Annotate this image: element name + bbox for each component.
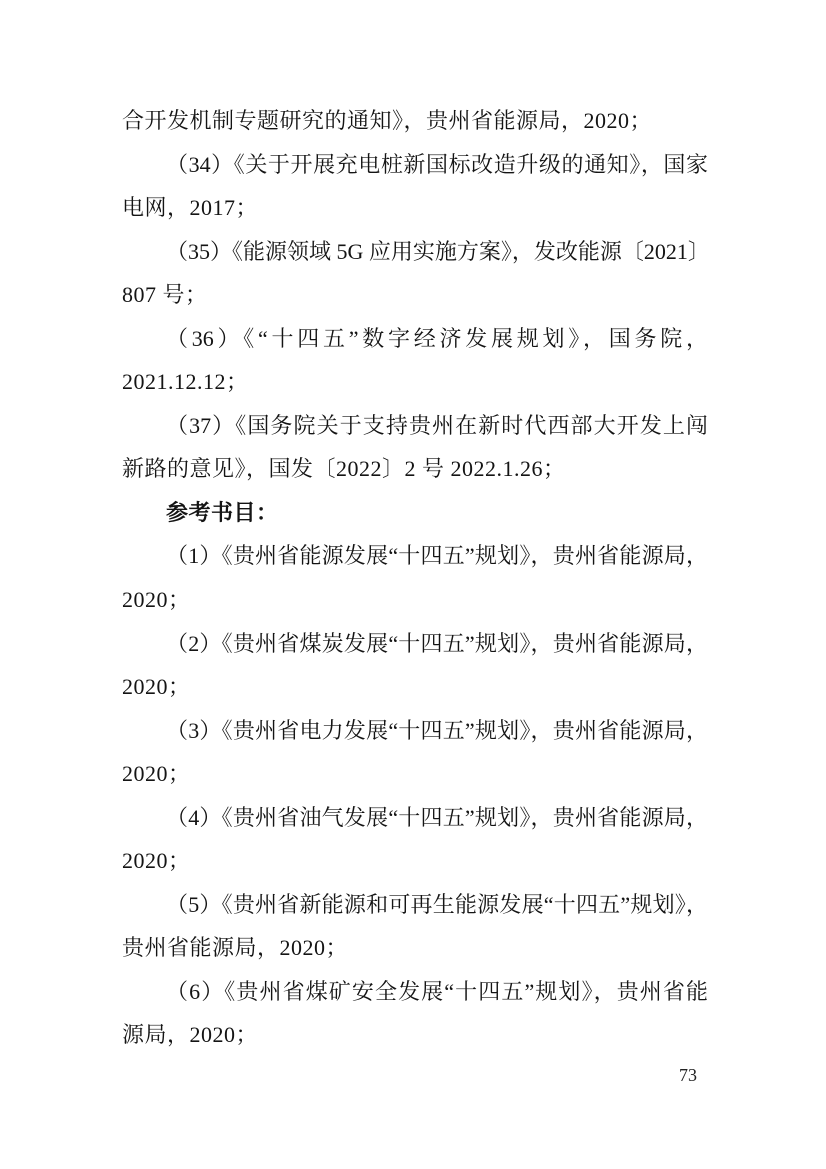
text-line-book6: （6）《贵州省煤矿安全发展“十四五”规划》，贵州省能	[166, 978, 708, 1004]
text-line-ref35: （35）《能源领域 5G 应用实施方案》，发改能源〔2021〕	[166, 238, 710, 264]
text-line-ref34-end: 电网，2017；	[122, 195, 259, 221]
text-line-book2-end: 2020；	[122, 674, 191, 700]
text-line-book3: （3）《贵州省电力发展“十四五”规划》，贵州省能源局，	[166, 717, 708, 743]
text-line-ref35-end: 807 号；	[122, 282, 208, 308]
text-line-ref33-end: 合开发机制专题研究的通知》，贵州省能源局，2020；	[122, 108, 653, 133]
text-line-ref37: （37）《国务院关于支持贵州在新时代西部大开发上闯	[166, 412, 708, 438]
text-line-book4: （4）《贵州省油气发展“十四五”规划》，贵州省能源局，	[166, 804, 708, 830]
text-line-book1: （1）《贵州省能源发展“十四五”规划》，贵州省能源局，	[166, 543, 708, 569]
text-line-book1-end: 2020；	[122, 587, 191, 613]
bibliography-heading: 参考书目：	[166, 499, 279, 525]
text-line-ref37-end: 新路的意见》，国发〔2022〕2 号 2022.1.26；	[122, 456, 566, 482]
text-line-ref36: （36）《“十四五”数字经济发展规划》，国务院，	[166, 325, 708, 351]
text-line-ref36-end: 2021.12.12；	[122, 369, 249, 395]
text-line-book3-end: 2020；	[122, 761, 191, 787]
text-line-book2: （2）《贵州省煤炭发展“十四五”规划》，贵州省能源局，	[166, 630, 708, 656]
page-number: 73	[679, 1065, 697, 1085]
text-line-book4-end: 2020；	[122, 848, 191, 874]
text-line-book5: （5）《贵州省新能源和可再生能源发展“十四五”规划》，	[166, 891, 708, 917]
text-line-book6-end: 源局，2020；	[122, 1022, 259, 1048]
references-text-block	[122, 99, 708, 1057]
text-line-book5-end: 贵州省能源局，2020；	[122, 935, 349, 961]
text-line-ref34: （34）《关于开展充电桩新国标改造升级的通知》，国家	[166, 151, 708, 177]
